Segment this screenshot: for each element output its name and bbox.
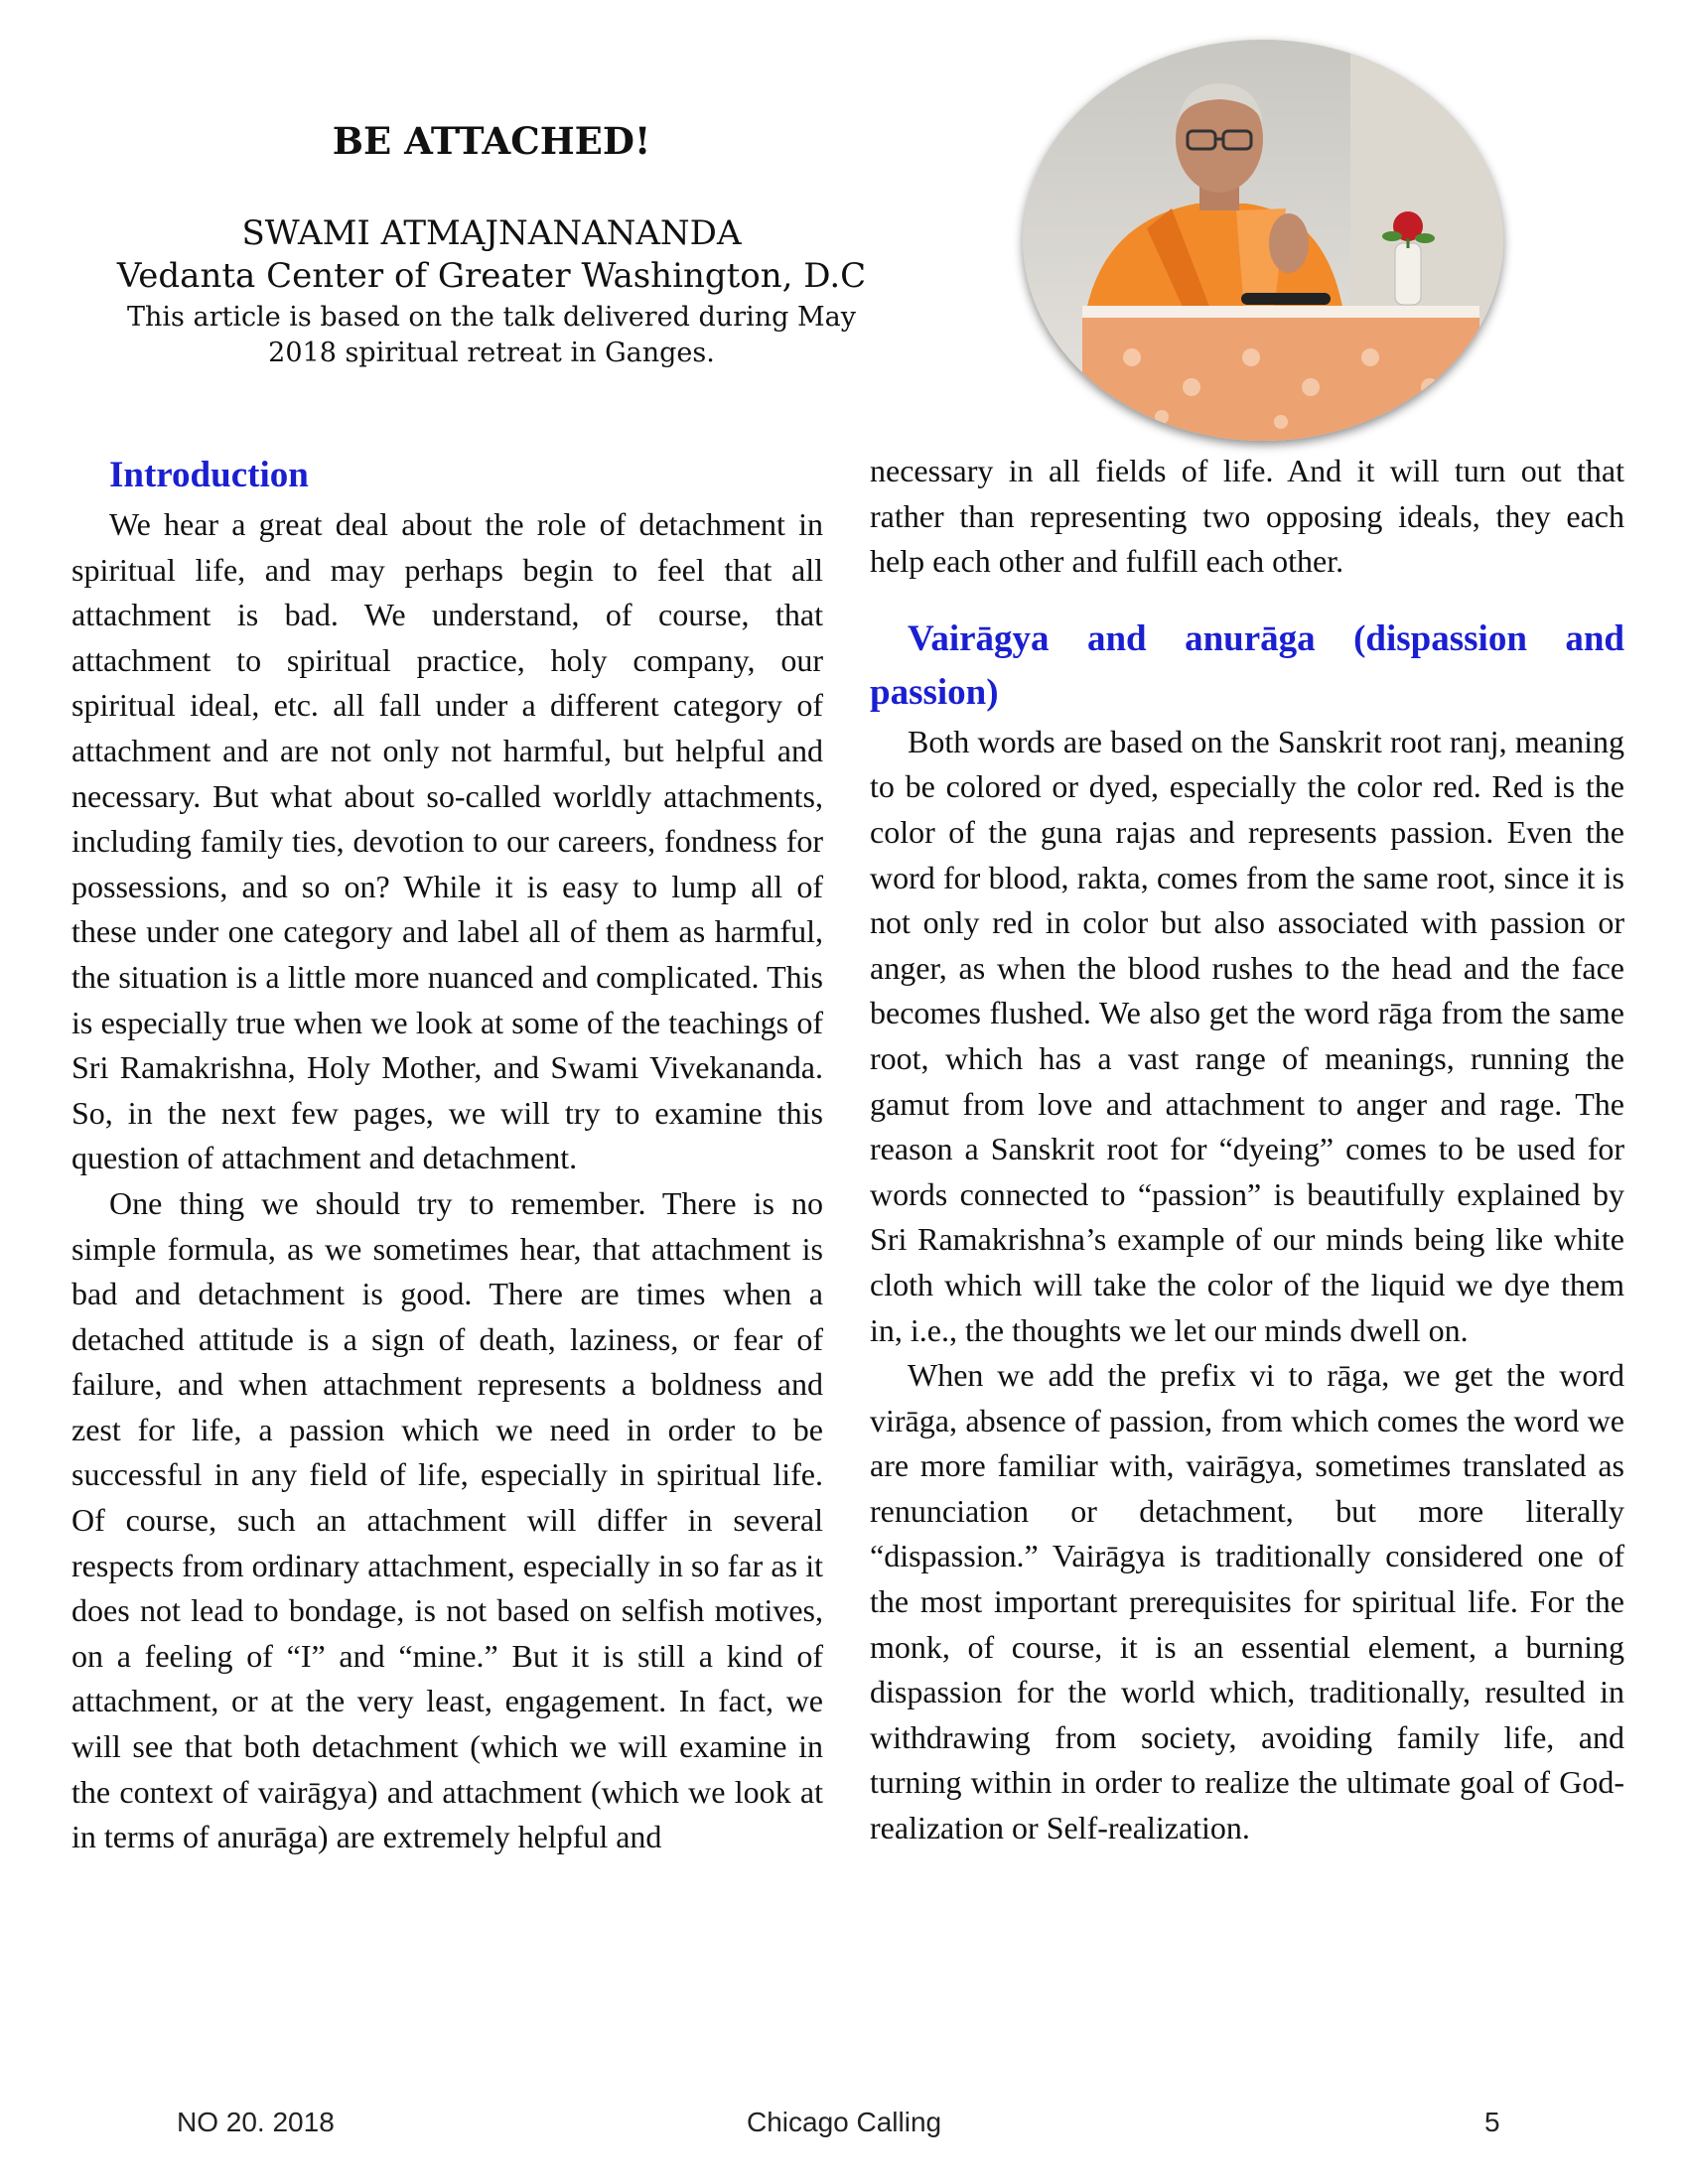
page-number: 5 <box>1484 2107 1500 2137</box>
issue-number: NO 20. 2018 <box>177 2107 335 2137</box>
article-title: BE ATTACHED! <box>332 119 651 163</box>
paragraph: Both words are based on the Sanskrit root ranj, meaning to be colored or dyed, especially the color red. Red is the color of the guna rajas and represents passion. Even the word for blood, rakta, comes from the same root, since it is not only red in color but also associated with passion or anger, as when the blood rushes to the head and the face becomes flushed. We also get the word rāga from the same root, which has a vast range of meanings, running the gamut from love and attachment to anger and rage. The reason a Sanskrit root for “dyeing” comes to be used for words connected to “passion” is beautifully explained by Sri Ramakrishna’s example of our minds being like white cloth which will take the color of the liquid we dye them in, i.e., the thoughts we let our minds dwell on. <box>870 723 1624 1348</box>
author-affiliation: Vedanta Center of Greater Washington, D.C <box>116 256 867 296</box>
article-note-line1: This article is based on the talk delivered during May <box>127 302 856 333</box>
left-column <box>71 449 823 1860</box>
section-heading-introduction: Introduction <box>109 455 309 495</box>
paragraph: One thing we should try to remember. There is no simple formula, as we sometimes hear, that attachment is bad and detachment is good. There are times when a detached attitude is a sign of death, laziness, or fear of failure, and when attachment represents a boldness and zest for life, a passion which we need in order to be successful in any field of life, especially in spiritual life. Of course, such an attachment will differ in several respects from ordinary attachment, especially in so far as it does not lead to bondage, is not based on selfish motives, on a feeling of “I” and “mine.” But it is still a kind of attachment, or at the very least, engagement. In fact, we will see that both detachment (which we will examine in the context of vairāgya) and attachment (which we look at in terms of anurāga) are extremely helpful and <box>71 1184 823 1855</box>
article-header <box>60 119 923 371</box>
paragraph: When we add the prefix vi to rāga, we get the word virāga, absence of passion, from which comes the word we are more familiar with, vairāgya, sometimes translated as renunciation or detachment, but more literally “dispassion.” Vairāgya is traditionally considered one of the most important prerequisites for spiritual life. For the monk, of course, it is an essential element, a burning dispassion for the world which, traditionally, resulted in withdrawing from society, avoiding family life, and turning within in order to realize the ultimate goal of God-realization or Self-realization. <box>870 1357 1624 1846</box>
paragraph-continuation: necessary in all fields of life. And it will turn out that rather than representing two opposing ideals, they each help each other and fulfill each other. <box>870 453 1624 580</box>
section-heading-vairagya: Vairāgya and anurāga (dispassion and passion) <box>870 617 1624 713</box>
paragraph: We hear a great deal about the role of detachment in spiritual life, and may perhaps begin to feel that all attachment is bad. We understand, of course, that attachment to spiritual practice, holy company, our spiritual ideal, etc. all fall under a different category of attachment and are not only not harmful, but helpful and necessary. But what about so-called worldly attachments, including family ties, devotion to our careers, fondness for possessions, and so on? While it is easy to lump all of these under one category and label all of them as harmful, the situation is a little more nuanced and complicated. This is especially true when we look at some of the teachings of Sri Ramakrishna, Holy Mother, and Swami Vivekananda. So, in the next few pages, we will try to examine this question of attachment and detachment. <box>71 506 823 1176</box>
publication-name: Chicago Calling <box>747 2107 942 2137</box>
article-note <box>60 300 923 371</box>
author-photo <box>1023 40 1503 441</box>
author-photo-illustration <box>1023 40 1503 441</box>
author-name: SWAMI ATMAJNANANANDA <box>241 213 742 253</box>
article-note-line2: 2018 spiritual retreat in Ganges. <box>268 338 715 368</box>
right-column <box>870 449 1624 1851</box>
